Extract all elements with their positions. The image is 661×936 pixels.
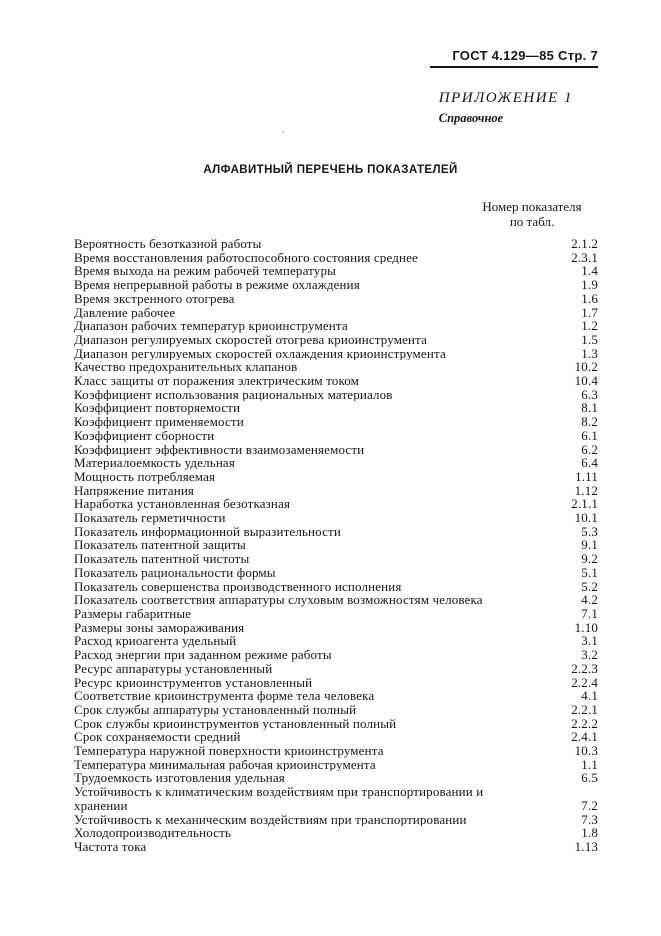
table-number: 7.2	[581, 797, 598, 813]
column-header	[462, 199, 602, 229]
index-row	[74, 470, 598, 484]
table-number: 5.2	[581, 578, 598, 594]
indicator-name: Мощность потребляемая	[74, 469, 216, 484]
table-number: 2.2.4	[571, 674, 598, 690]
table-number: 1.8	[581, 825, 598, 841]
indicator-name: Вероятность безотказной работы	[74, 237, 262, 251]
index-row	[74, 538, 598, 552]
table-number: 6.5	[581, 770, 598, 786]
index-row	[74, 511, 598, 525]
index-row	[74, 292, 598, 306]
table-number: 8.2	[581, 414, 598, 430]
indicator-name: Срок службы аппаратуры установленный полный	[74, 702, 357, 717]
indicator-name: Размеры габаритные	[74, 606, 192, 621]
indicator-name: Трудоемкость изготовления удельная	[74, 771, 285, 786]
index-row	[74, 648, 598, 662]
table-number: 2.2.1	[571, 701, 598, 717]
index-row	[74, 497, 598, 511]
index-row	[74, 429, 598, 443]
index-row	[74, 237, 598, 251]
table-number: 1.7	[581, 304, 598, 320]
table-number: 6.2	[581, 441, 598, 457]
indicator-name: Соответствие криоинструмента форме тела человека	[74, 689, 375, 703]
indicator-name: Устойчивость к климатическим воздействиям при транспортировании и хранении	[74, 785, 484, 813]
table-number: 1.4	[581, 263, 598, 279]
table-number: 2.2.2	[571, 715, 598, 731]
index-row	[74, 634, 598, 648]
print-speck: ·	[282, 128, 285, 137]
index-row	[74, 360, 598, 374]
table-number: 8.1	[581, 400, 598, 416]
table-number: 10.1	[574, 510, 598, 526]
index-row	[74, 319, 598, 333]
table-number: 1.1	[581, 756, 598, 772]
indicator-name: Наработка установленная безотказная	[74, 497, 291, 512]
index-row	[74, 401, 598, 415]
index-row	[74, 278, 598, 292]
index-row	[74, 374, 598, 388]
indicator-name: Коэффициент использования рациональных материалов	[74, 387, 393, 402]
index-row	[74, 484, 598, 498]
table-number: 4.1	[581, 688, 598, 704]
table-number: 1.6	[581, 290, 598, 306]
index-row	[74, 443, 598, 457]
index-row	[74, 813, 598, 827]
table-number: 10.3	[574, 743, 598, 759]
indicator-name: Диапазон регулируемых скоростей отогрева криоинструмента	[74, 332, 428, 347]
indicator-name: Частота тока	[74, 839, 147, 854]
indicator-name: Температура минимальная рабочая криоинструмента	[74, 757, 376, 772]
table-number: 2.4.1	[571, 729, 598, 745]
table-number: 4.2	[581, 592, 598, 608]
index-row	[74, 525, 598, 539]
index-row	[74, 621, 598, 635]
indicator-name: Показатель совершенства производственного исполнения	[74, 579, 402, 594]
index-row	[74, 566, 598, 580]
indicator-name: Качество предохранительных клапанов	[74, 360, 298, 375]
indicator-name: Расход криоагента удельный	[74, 634, 237, 649]
indicator-name: Диапазон регулируемых скоростей охлаждения криоинструмента	[74, 346, 446, 361]
appendix-subtitle: Справочное	[438, 111, 504, 125]
indicator-name: Холодопроизводительность	[74, 826, 232, 840]
indicator-name: Ресурс криоинструментов установленный	[74, 675, 313, 690]
index-row	[74, 264, 598, 278]
index-row	[74, 593, 598, 607]
index-row	[74, 306, 598, 320]
index-row	[74, 580, 598, 594]
table-number: 7.3	[581, 811, 598, 827]
table-number: 10.2	[574, 359, 598, 375]
indicator-name: Коэффициент применяемости	[74, 415, 244, 429]
index-row	[74, 758, 598, 772]
table-number: 6.4	[581, 455, 598, 471]
table-number: 6.3	[581, 386, 598, 402]
indicator-name: Давление рабочее	[74, 305, 176, 320]
table-number: 1.5	[581, 331, 598, 347]
indicator-name: Показатель информационной выразительности	[74, 524, 341, 539]
table-number: 1.2	[581, 318, 598, 334]
indicator-name: Показатель патентной чистоты	[74, 552, 250, 566]
table-number: 10.4	[574, 373, 598, 389]
indicator-name: Размеры зоны замораживания	[74, 620, 245, 635]
page-header: ГОСТ 4.129—85 Стр. 7	[430, 48, 598, 68]
index-row	[74, 607, 598, 621]
indicator-name: Ресурс аппаратуры установленный	[74, 661, 273, 676]
index-row	[74, 347, 598, 361]
indicator-name: Время выхода на режим рабочей температуры	[74, 264, 336, 279]
column-header-line1: Номер показателя	[482, 199, 582, 214]
indicator-name: Напряжение питания	[74, 483, 195, 498]
indicator-name: Время восстановления работоспособного состояния среднее	[74, 250, 418, 265]
indicator-name: Показатель патентной защиты	[74, 538, 246, 553]
index-row	[74, 662, 598, 676]
indicator-name: Расход энергии при заданном режиме работы	[74, 648, 332, 662]
indicator-name: Срок сохраняемости средний	[74, 730, 241, 745]
table-number: 2.1.2	[571, 236, 598, 251]
table-number: 9.2	[581, 551, 598, 567]
index-row	[74, 771, 598, 785]
table-number: 2.2.3	[571, 660, 598, 676]
indicator-name: Время экстренного отогрева	[74, 291, 235, 306]
indicator-name: Показатель рациональности формы	[74, 565, 276, 580]
indicator-name: Срок службы криоинструментов установленный полный	[74, 716, 397, 731]
indicator-name: Материалоемкость удельная	[74, 456, 235, 470]
index-row	[74, 415, 598, 429]
indicator-name: Класс защиты от поражения электрическим током	[74, 374, 360, 388]
indicator-name: Показатель герметичности	[74, 511, 226, 525]
indicator-name: Диапазон рабочих температур криоинструмента	[74, 319, 348, 333]
indicator-name: Время непрерывной работы в режиме охлаждения	[74, 278, 360, 292]
index-row	[74, 744, 598, 758]
table-number: 2.1.1	[571, 496, 598, 512]
index-row	[74, 333, 598, 347]
index-row	[74, 676, 598, 690]
table-number: 7.1	[581, 605, 598, 621]
table-number: 2.3.1	[571, 249, 598, 265]
index-row	[74, 456, 598, 470]
table-number: 3.2	[581, 647, 598, 663]
index-row	[74, 785, 598, 812]
table-number: 1.13	[574, 838, 598, 854]
column-header-line2: по табл.	[509, 214, 555, 229]
index-row	[74, 840, 598, 854]
appendix-title: ПРИЛОЖЕНИЕ 1	[438, 90, 573, 106]
table-number: 1.9	[581, 277, 598, 293]
index-row	[74, 703, 598, 717]
table-number: 5.3	[581, 523, 598, 539]
indicator-name: Коэффициент эффективности взаимозаменяемости	[74, 442, 365, 457]
indicator-name: Температура наружной поверхности криоинструмента	[74, 744, 384, 758]
table-number: 1.11	[575, 468, 598, 484]
table-number: 6.1	[581, 427, 598, 443]
table-number: 1.3	[581, 345, 598, 361]
table-number: 1.10	[574, 619, 598, 635]
indicator-name: Устойчивость к механическим воздействиям при транспортировании	[74, 812, 467, 827]
table-number: 9.1	[581, 537, 598, 553]
indicator-name: Коэффициент повторяемости	[74, 401, 241, 416]
indicator-name: Показатель соответствия аппаратуры слуховым возможностям человека	[74, 593, 483, 607]
index-row	[74, 689, 598, 703]
index-row	[74, 717, 598, 731]
index-row	[74, 826, 598, 840]
table-number: 5.1	[581, 564, 598, 580]
index-row	[74, 552, 598, 566]
index-row	[74, 251, 598, 265]
index-list	[74, 237, 598, 854]
index-row	[74, 730, 598, 744]
indicator-name: Коэффициент сборности	[74, 428, 215, 443]
table-number: 3.1	[581, 633, 598, 649]
appendix-block	[439, 90, 573, 126]
table-number: 1.12	[574, 482, 598, 498]
index-row	[74, 388, 598, 402]
section-title: АЛФАВИТНЫЙ ПЕРЕЧЕНЬ ПОКАЗАТЕЛЕЙ	[203, 164, 458, 176]
